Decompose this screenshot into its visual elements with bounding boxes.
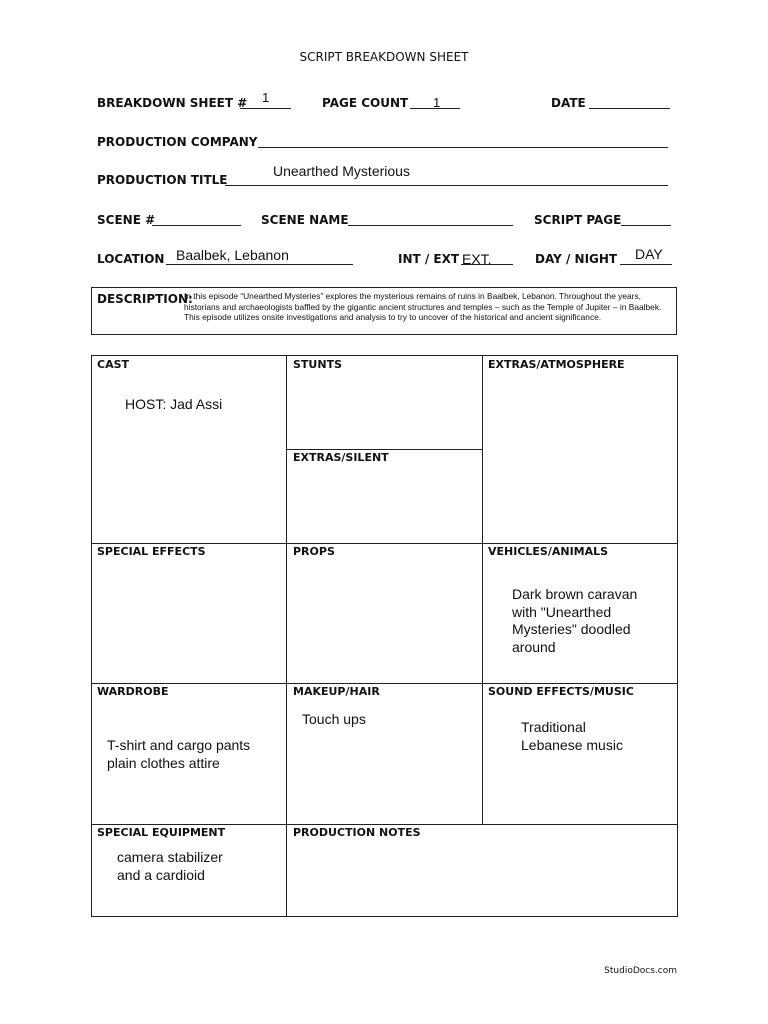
production-company-label: PRODUCTION COMPANY [97,135,258,149]
special-equipment-label: SPECIAL EQUIPMENT [97,826,226,839]
grid-right-border [677,355,678,917]
stunts-label: STUNTS [293,358,342,371]
extras-atmosphere-label: EXTRAS/ATMOSPHERE [488,358,625,371]
date-line [589,108,670,109]
location-field[interactable]: Baalbek, Lebanon [176,247,289,263]
grid-col-divider-2 [482,355,483,824]
scene-name-label: SCENE NAME [261,213,349,227]
cast-label: CAST [97,358,130,371]
production-title-label: PRODUCTION TITLE [97,173,228,187]
day-night-field[interactable]: DAY [635,246,663,262]
breakdown-sheet-line [240,108,291,109]
breakdown-sheet-label: BREAKDOWN SHEET # [97,96,248,110]
production-title-line [225,185,668,186]
scene-number-line [152,225,241,226]
page-title: SCRIPT BREAKDOWN SHEET [299,50,469,64]
makeup-hair-field[interactable]: Touch ups [302,711,366,727]
makeup-hair-label: MAKEUP/HAIR [293,685,380,698]
grid-top-border [91,355,678,356]
vehicles-animals-label: VEHICLES/ANIMALS [488,545,609,558]
grid-row-divider-2 [91,683,678,684]
footer-brand: StudioDocs.com [604,966,677,976]
scene-name-line [348,225,513,226]
grid-left-border [91,355,92,917]
sound-effects-music-label: SOUND EFFECTS/MUSIC [488,685,634,698]
location-line [166,264,353,265]
breakdown-sheet-field[interactable]: 1 [262,90,270,105]
location-label: LOCATION [97,252,165,266]
production-notes-label: PRODUCTION NOTES [293,826,421,839]
description-text[interactable]: In this episode “Unearthed Mysteries” explores the mysterious remains of ruins in Baalbek, Lebanon. Throughout the years, historians and archaeologists baffled by the gigantic ancient structures and temples – such as the Temple of Jupiter – in Baalbek. This episode utilizes onsite investigations and analysis to try to uncover of the historical and ancient significance. [184,291,662,322]
production-company-line [258,147,668,148]
vehicles-animals-field[interactable]: Dark brown caravan with "Unearthed Mysteries" doodled around [512,586,638,655]
extras-silent-label: EXTRAS/SILENT [293,451,389,464]
scene-number-label: SCENE # [97,213,156,227]
int-ext-field[interactable]: EXT. [462,251,492,267]
props-label: PROPS [293,545,335,558]
sound-effects-music-field[interactable]: Traditional Lebanese music [521,719,623,753]
grid-col-divider-1 [286,355,287,917]
grid-row-divider-3 [91,824,678,825]
grid-row-divider-1 [91,543,678,544]
page-count-label: PAGE COUNT [322,96,409,110]
day-night-line [620,264,672,265]
date-label: DATE [551,96,586,110]
cast-field[interactable]: HOST: Jad Assi [125,396,223,412]
wardrobe-label: WARDROBE [97,685,169,698]
grid-stunts-divider [286,449,482,450]
int-ext-label: INT / EXT [398,252,460,266]
description-label: DESCRIPTION: [97,292,193,306]
grid-bottom-border [91,916,678,917]
special-equipment-field[interactable]: camera stabilizer and a cardioid [117,849,223,883]
page-count-field[interactable]: 1 [433,95,441,110]
production-title-field[interactable]: Unearthed Mysterious [273,163,410,179]
day-night-label: DAY / NIGHT [535,252,618,266]
script-page-line [621,225,671,226]
script-page-label: SCRIPT PAGE [534,213,622,227]
special-effects-label: SPECIAL EFFECTS [97,545,206,558]
wardrobe-field[interactable]: T-shirt and cargo pants plain clothes attire [107,737,251,771]
